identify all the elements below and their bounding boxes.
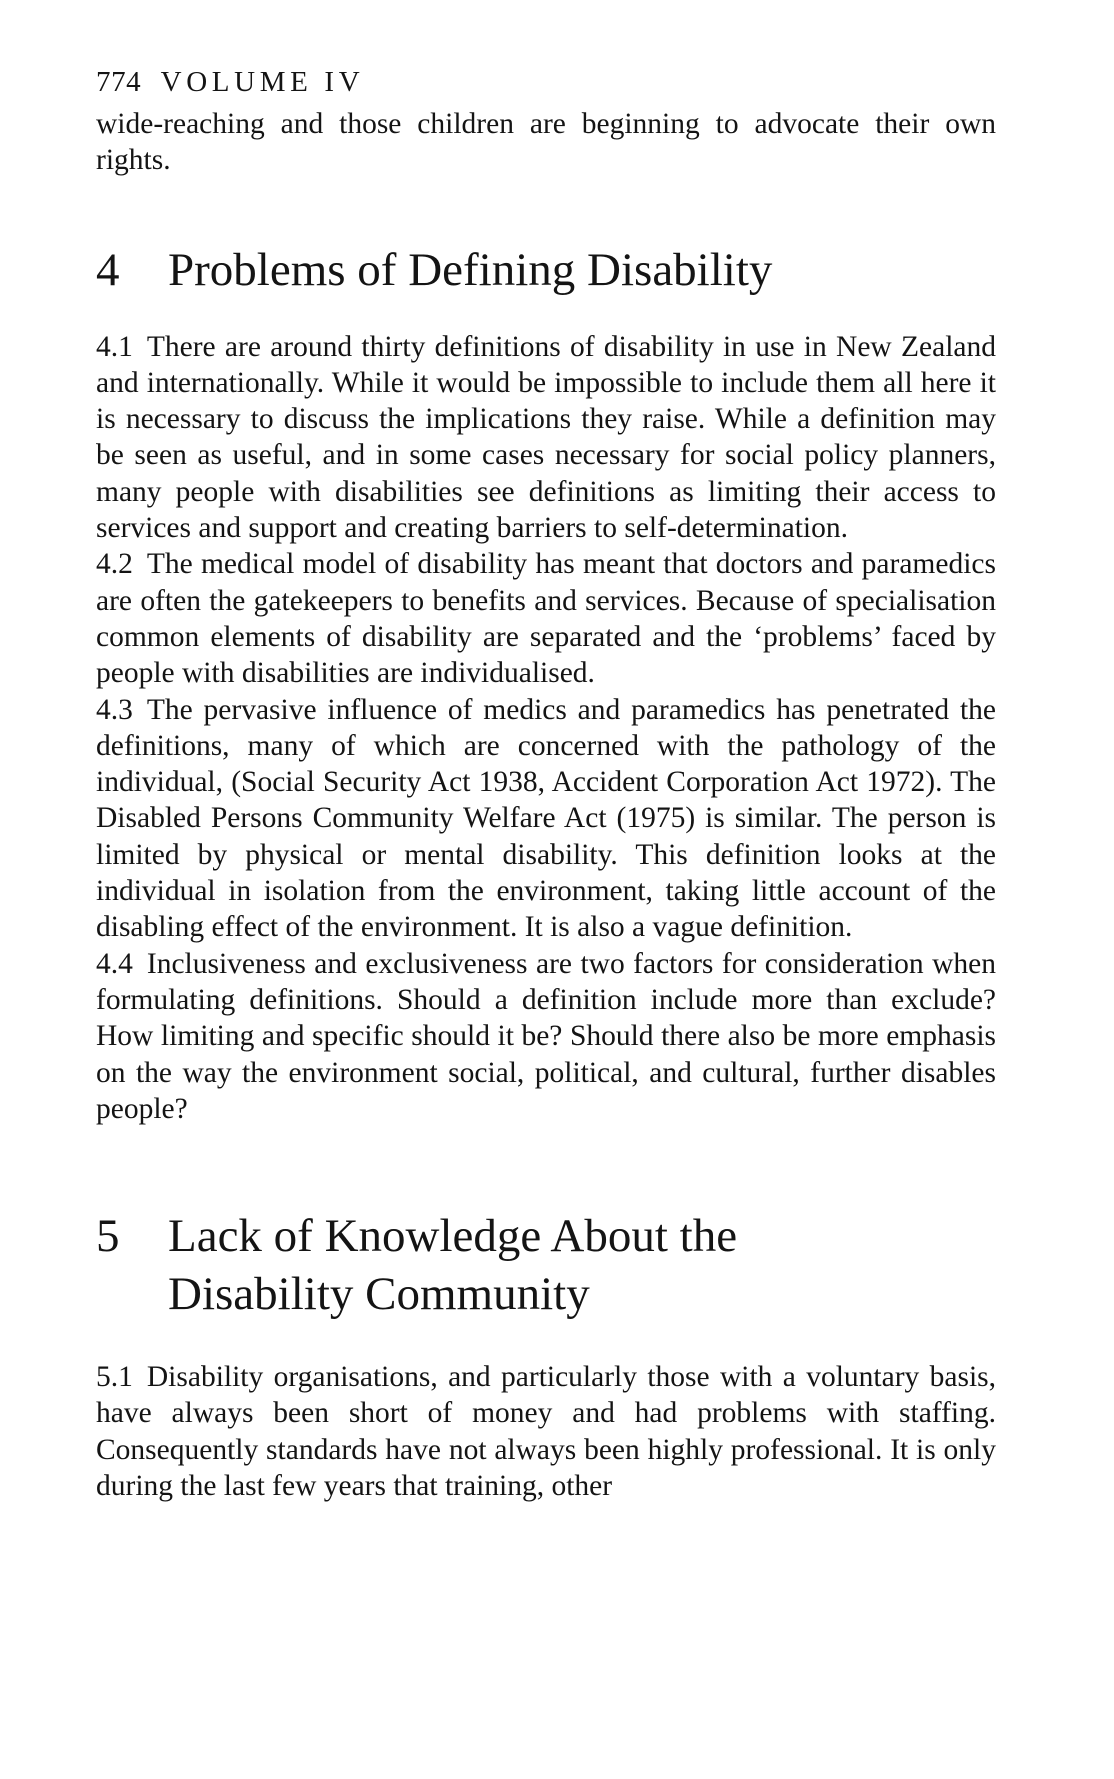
section-number: 4: [96, 243, 120, 296]
paragraph-number: 4.4: [96, 947, 133, 980]
paragraph-number: 4.1: [96, 330, 133, 363]
paragraph-4-3: [96, 692, 996, 946]
section-heading-5: [96, 1207, 996, 1323]
paragraph-number: 4.2: [96, 548, 133, 581]
paragraph-number: 5.1: [96, 1361, 133, 1394]
continuation-paragraph: wide-reaching and those children are beginning to advocate their own rights.: [96, 108, 996, 177]
paragraph-4-2: [96, 546, 996, 691]
paragraph-5-1: [96, 1359, 996, 1504]
running-head: [96, 60, 996, 104]
volume-label: VOLUME IV: [160, 66, 365, 98]
paragraph-text: Inclusiveness and exclusiveness are two factors for consideration when formulating definitions. Should a definition include more than exclude? How limiting and specific should it be? Should there also be more emphasis on the way the environment social, political, and cultural, further disables people?: [96, 947, 996, 1125]
paragraph-number: 4.3: [96, 693, 133, 726]
section-number: 5: [96, 1210, 120, 1263]
section-title: Problems of Defining Disability: [168, 243, 773, 296]
section-heading-4: [96, 241, 996, 299]
paragraph-text: Disability organisations, and particularly those with a voluntary basis, have always been short of money and had problems with staffing. Consequently standards have not always been highly professional. It is only during the last few years that training, other: [96, 1361, 996, 1503]
paragraph-text: There are around thirty definitions of disability in use in New Zealand and internationally. While it would be impossible to include them all here it is necessary to discuss the implications they raise. While a definition may be seen as useful, and in some cases necessary for social policy planners, many people with disabilities see definitions as limiting their access to services and support and creating barriers to self-determination.: [96, 330, 996, 545]
paragraph-4-4: [96, 946, 996, 1127]
section-title: Lack of Knowledge About the Disability Community: [168, 1210, 738, 1321]
page-number: 774: [96, 66, 142, 98]
paragraph-text: The medical model of disability has meant that doctors and paramedics are often the gatekeepers to benefits and services. Because of specialisation common elements of disability are separated and the ‘problems’ faced by people with disabilities are individualised.: [96, 548, 996, 690]
document-page: [96, 60, 996, 1504]
paragraph-4-1: [96, 329, 996, 547]
paragraph-text: The pervasive influence of medics and paramedics has penetrated the definitions, many of which are concerned with the pathology of the individual, (Social Security Act 1938, Accident Corporation Act 1972). The Disabled Persons Community Welfare Act (1975) is similar. The person is limited by physical or mental disability. This definition looks at the individual in isolation from the environment, taking little account of the disabling effect of the environment. It is also a vague definition.: [96, 693, 996, 944]
